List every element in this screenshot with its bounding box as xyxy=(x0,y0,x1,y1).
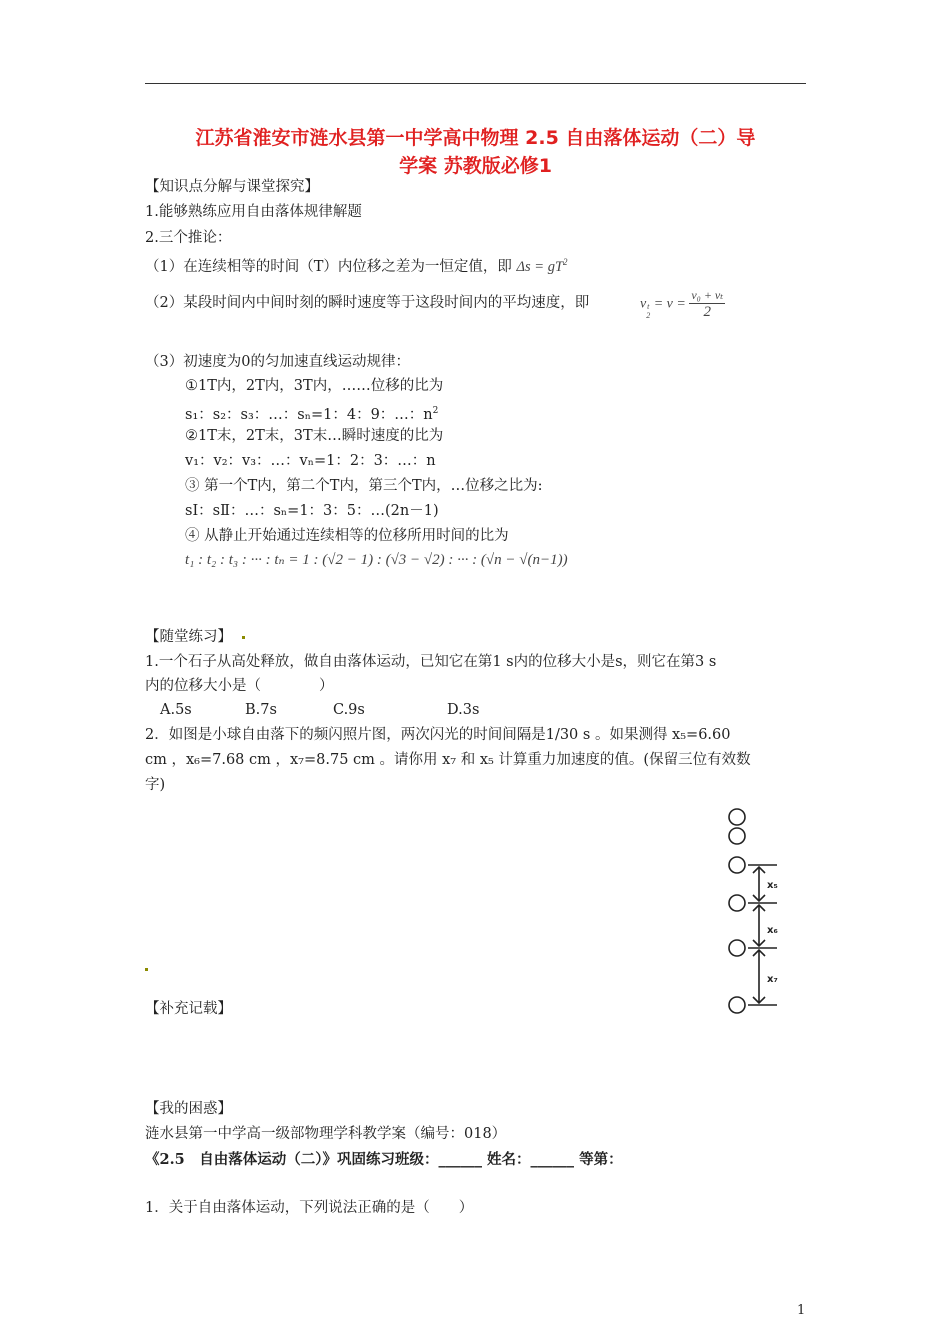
strobe-photo-figure xyxy=(715,800,805,1025)
inference-1-formula: $\Delta s = gT^2$ xyxy=(516,257,568,275)
ball xyxy=(729,997,745,1013)
rule-2-equation: v₁：v₂：v₃：…：vₙ=1：2：3：…：n xyxy=(185,453,436,469)
option-a: A.5s xyxy=(160,702,192,718)
rule-3: ③ 第一个T内，第二个T内，第三个T内，…位移之比为: xyxy=(185,478,543,494)
footer-line-2: 《2.5 自由落体运动（二）》巩固练习班级：______ 姓名：______ 等第： xyxy=(145,1151,623,1168)
section-notes: 【补充记载】 xyxy=(145,1001,232,1017)
ball xyxy=(729,809,745,825)
knowledge-item-2: 2.三个推论： xyxy=(145,230,232,246)
section-doubts: 【我的困惑】 xyxy=(145,1101,232,1117)
rule-1-equation: s₁：s₂：s₃：…：sₙ=1：4：9：…：$n^2$ xyxy=(185,406,439,423)
footer-question-1: 1．关于自由落体运动，下列说法正确的是（ ） xyxy=(145,1200,474,1216)
question-2-line1: 2．如图是小球自由落下的频闪照片图，两次闪光的时间间隔是1/30 s 。如果测得 x₅=6.60 xyxy=(145,727,731,743)
section-practice: 【随堂练习】 xyxy=(145,629,232,645)
question-1-line2: 内的位移大小是（ ） xyxy=(145,678,334,694)
rule-4-equation: t₁ : t₂ : t₃ : ··· : tₙ = 1 : (√2 − 1) : (√3 − √2) : ··· : (√n − √(n−1)) xyxy=(185,552,568,568)
rule-4: ④ 从静止开始通过连续相等的位移所用时间的比为 xyxy=(185,528,509,544)
inference-1-text: （1）在连续相等的时间（T）内位移之差为一恒定值，即 xyxy=(145,259,512,275)
mark-dot xyxy=(242,636,245,639)
inference-2-text: （2）某段时间内中间时刻的瞬时速度等于这段时间内的平均速度，即 xyxy=(145,295,590,311)
mark-dot xyxy=(145,968,148,971)
question-1-line1: 1.一个石子从高处释放，做自由落体运动，已知它在第1 s内的位移大小是s，则它在第3 s xyxy=(145,654,717,670)
question-2-line2: cm ，x₆=7.68 cm ，x₇=8.75 cm 。请你用 x₇ 和 x₅ 计算重力加速度的值。(保留三位有效数 xyxy=(145,752,751,768)
option-c: C.9s xyxy=(333,702,365,718)
ball xyxy=(729,828,745,844)
rule-2: ②1T末，2T末，3T末…瞬时速度的比为 xyxy=(185,428,444,444)
x5-label: x₅ xyxy=(767,880,778,891)
header-rule xyxy=(145,83,806,84)
option-d: D.3s xyxy=(447,702,480,718)
page-number: 1 xyxy=(797,1303,806,1318)
inference-2-fraction: $\frac{\text{v₀ + vₜ}}{2}$ xyxy=(691,288,724,320)
footer-line-1: 涟水县第一中学高一级部物理学科教学案（编号：018） xyxy=(145,1126,507,1142)
doc-title-line2: 学案 苏教版必修1 xyxy=(399,155,552,177)
option-b: B.7s xyxy=(245,702,277,718)
doc-title-line1: 江苏省淮安市涟水县第一中学高中物理 2.5 自由落体运动（二）导 xyxy=(195,127,756,149)
rule-1: ①1T内，2T内，3T内，……位移的比为 xyxy=(185,378,444,394)
question-2-line3: 字) xyxy=(145,777,166,793)
ball xyxy=(729,895,745,911)
x6-label: x₆ xyxy=(767,925,778,936)
ball xyxy=(729,857,745,873)
inference-3: （3）初速度为0的匀加速直线运动规律： xyxy=(145,354,410,370)
x7-label: x₇ xyxy=(767,974,778,985)
section-knowledge: 【知识点分解与课堂探究】 xyxy=(145,179,319,195)
inference-1 xyxy=(145,252,568,277)
ball xyxy=(729,940,745,956)
knowledge-item-1: 1.能够熟练应用自由落体规律解题 xyxy=(145,204,362,220)
inference-2-formula: v t 2 = v = $\frac{\text{v₀ + vₜ}}{2}$ xyxy=(640,288,724,320)
rule-3-equation: sⅠ：sⅡ：…：sₙ=1：3：5：…(2n－1) xyxy=(185,503,439,519)
